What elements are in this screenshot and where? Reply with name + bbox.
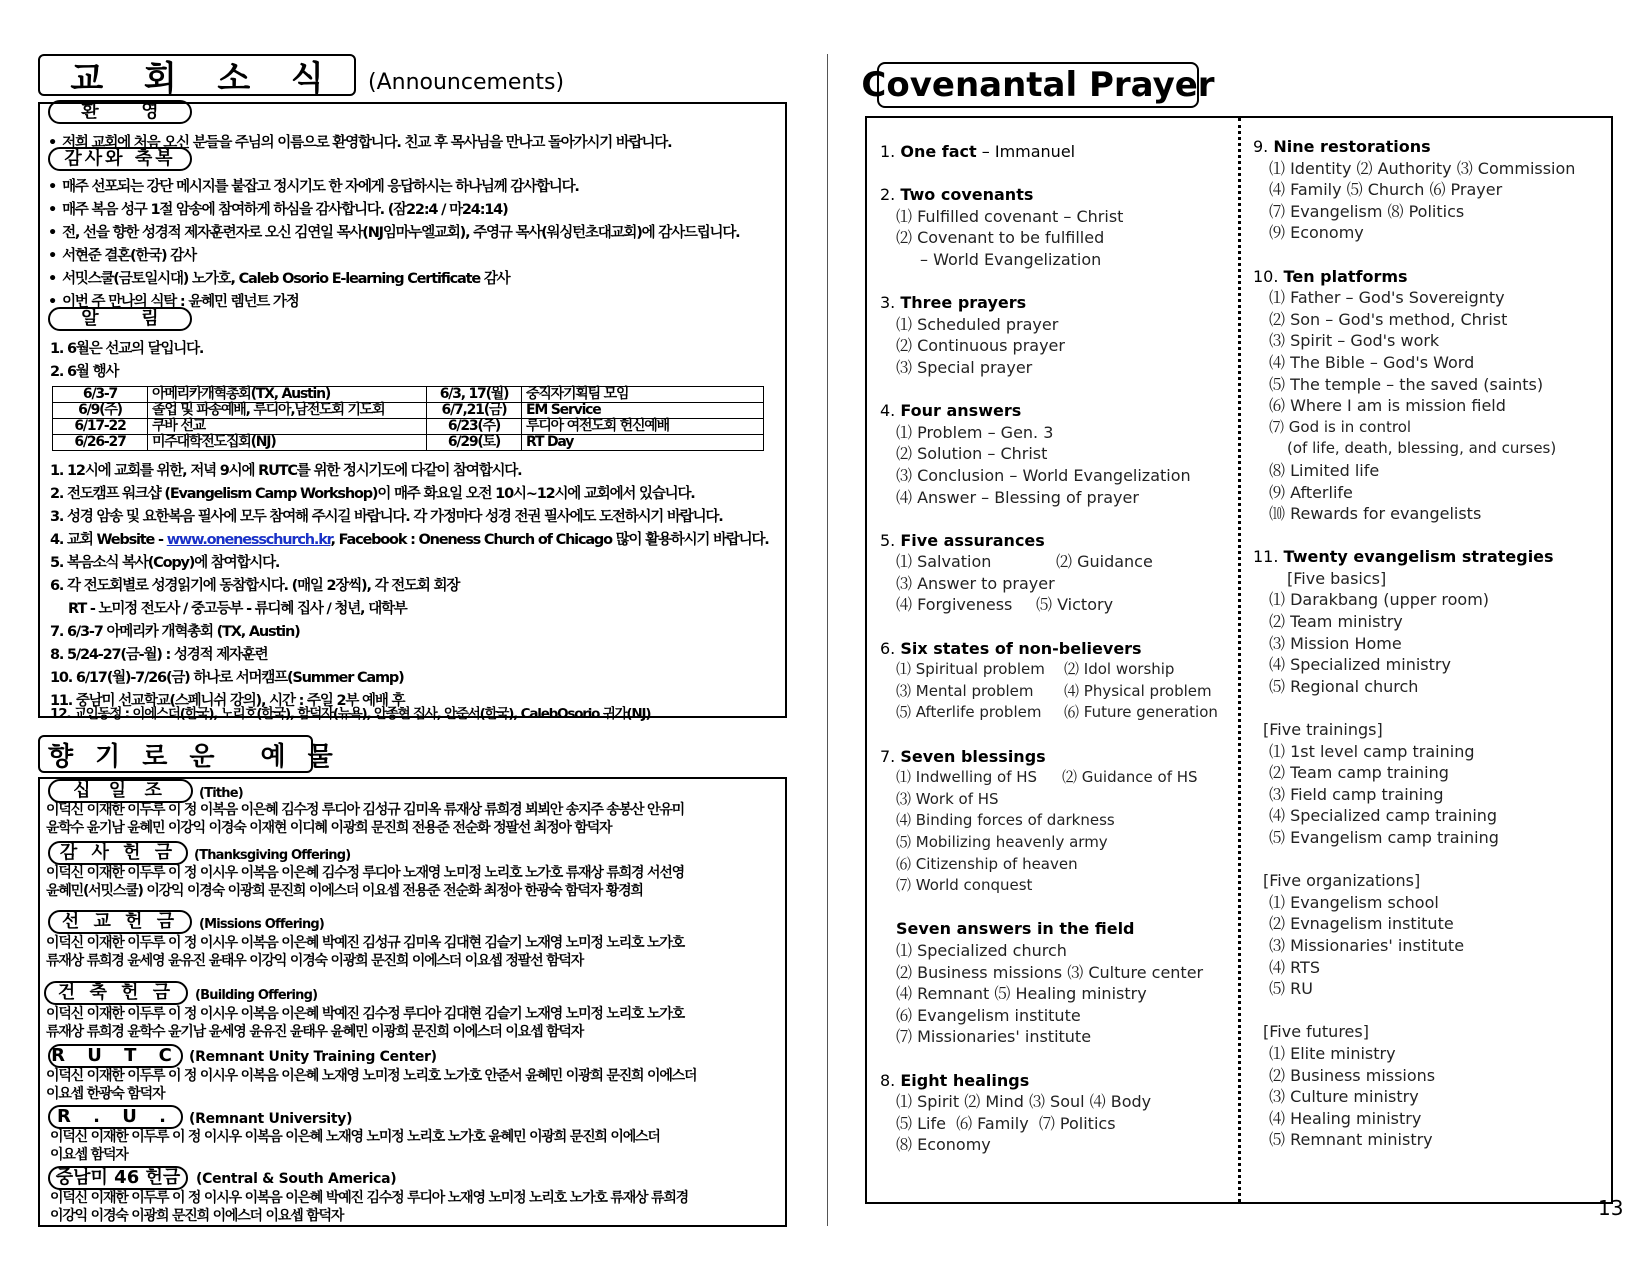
list-item: ⑺ Missionaries' institute [896, 1027, 1092, 1047]
list-item: ⑺ World conquest [896, 876, 1033, 895]
prayer-column-2 [1253, 136, 1575, 1151]
list-item: ⑸ Life ⑹ Family ⑺ Politics [896, 1113, 1116, 1133]
list-item: ⑵ Covenant to be fulfilled [896, 228, 1105, 248]
list-item: ⑴ Father – God's Sovereignty [1269, 288, 1505, 308]
list-item: ⑶ Answer to prayer [896, 573, 1055, 593]
list-item: ⑶ Mission Home [1269, 633, 1402, 653]
notice-line: 2. 전도캠프 워크샵 (Evangelism Camp Workshop)이 매주 화요일 오전 10시~12시에 교회에서 있습니다. [50, 486, 695, 502]
list-item: ⑴ Spirit ⑵ Mind ⑶ Soul ⑷ Body [896, 1092, 1152, 1112]
list-item: ⑵ Business missions ⑶ Culture center [896, 962, 1204, 982]
list-item: ⑴ Problem – Gen. 3 [896, 422, 1054, 442]
list-item: ⑸ The temple – the saved (saints) [1269, 374, 1544, 394]
list-item: ⑴ Evangelism school [1269, 892, 1439, 912]
offering-note: (Thanksgiving Offering) [194, 848, 351, 863]
list-item: ⑻ Economy [896, 1135, 991, 1155]
notice-line: RT - 노미정 전도사 / 중고등부 - 류디혜 집사 / 청년, 대학부 [68, 601, 407, 617]
list-item: ⑹ Citizenship of heaven [896, 854, 1078, 873]
list-item: ⑵ Continuous prayer [896, 336, 1065, 356]
list-item: ⑴ Salvation ⑵ Guidance [896, 552, 1153, 572]
offering-label-central-south-america: 중남미 46 헌금 [48, 1166, 188, 1190]
table-row: 6/26-27 미주대학전도집회(NJ) 6/29(토) RT Day [53, 435, 764, 451]
offering-label-tithe: 십 일 조 [48, 779, 193, 803]
offering-label-ru: R . U . [48, 1105, 183, 1129]
list-item: ⑶ Culture ministry [1269, 1087, 1419, 1107]
subheading: [Five organizations] [1263, 871, 1421, 891]
thanks-line: • 전, 선을 향한 성경적 제자훈련자로 오신 김연일 목사(NJ임마누엘교회), 주영규 목사(워싱턴초대교회)에 감사드립니다. [48, 221, 739, 242]
list-item: ⑷ Specialized camp training [1269, 806, 1498, 826]
offering-names: 이덕신 이재한 이두루 이 정 이시우 이복음 이은혜 노재영 노미정 노리호 노가호 윤혜민 이광희 문진희 이에스더 이요셉 함덕자 [50, 1129, 660, 1163]
list-item: ⑸ Afterlife problem ⑹ Future generation [896, 703, 1218, 722]
list-item: ⑶ Work of HS [896, 789, 999, 808]
list-item: ⑷ Answer – Blessing of prayer [896, 487, 1139, 507]
offering-label-thanksgiving: 감 사 헌 금 [48, 841, 188, 865]
notice-line: 5. 복음소식 복사(Copy)에 참여합시다. [50, 555, 280, 571]
thanks-line: • 매주 복음 성구 1절 암송에 참여하게 하심을 감사합니다. (잠22:4 / 마24:14) [48, 198, 508, 219]
section-one-fact: 1. One fact – Immanuel [880, 142, 1076, 161]
notice-line: 11. 중남미 선교학교(스페니쉬 강의), 시간 : 주일 2부 예배 후 [50, 693, 405, 709]
section-two-covenants: 2. Two covenants [880, 185, 1034, 205]
section-nine-restorations: 9. Nine restorations [1253, 137, 1431, 156]
offering-names: 이덕신 이재한 이두루 이 정 이복음 이은혜 김수정 루디아 김성규 김미옥 류재상 류희경 뵈뵈안 송지주 송봉산 안유미 윤학수 윤기남 윤혜민 이강익 이경숙 이재현 이디혜 이광희 문진희 전용준 전순화 정팔선 최정아 함덕자 [46, 802, 685, 836]
list-item: ⑸ Regional church [1269, 676, 1419, 696]
list-item: ⑴ Elite ministry [1269, 1043, 1396, 1063]
table-row: 6/3-7 아메리카개혁총회(TX, Austin) 6/3, 17(월) 중직자기획팀 모임 [53, 387, 764, 403]
section-four-answers: 4. Four answers [880, 401, 1022, 421]
offering-note: (Central & South America) [196, 1171, 397, 1187]
list-item: ⑷ Binding forces of darkness [896, 811, 1115, 830]
announcements-subtitle: (Announcements) [368, 70, 565, 95]
offerings-title: 향 기 로 운 예 물 [38, 735, 313, 773]
table-row: 6/9(주) 졸업 및 파송예배, 루디아,남전도회 기도회 6/7,21(금) EM Service [53, 403, 764, 419]
notice-line: 1. 6월은 선교의 달입니다. [50, 341, 204, 357]
notice-line: 2. 6월 행사 [50, 364, 119, 380]
list-item: ⑼ Economy [1269, 223, 1364, 243]
welcome-line: • 저희 교회에 처음 오신 분들을 주님의 이름으로 환영합니다. 친교 후 목사님을 만나고 돌아가시기 바랍니다. [48, 131, 671, 152]
page-divider [827, 54, 828, 1226]
notice-line: 6. 각 전도회별로 성경읽기에 동참합시다. (매일 2장씩), 각 전도회 회장 [50, 578, 460, 594]
list-item: ⑶ Field camp training [1269, 784, 1444, 804]
table-row: 6/17-22 쿠바 선교 6/23(주) 루디아 여전도회 헌신예배 [53, 419, 764, 435]
list-item: ⑵ Team ministry [1269, 612, 1403, 632]
list-item: ⑴ Scheduled prayer [896, 314, 1059, 334]
list-item: ⑷ Remnant ⑸ Healing ministry [896, 984, 1147, 1004]
list-item: ⑺ God is in control [1269, 417, 1412, 436]
list-item: ⑷ Healing ministry [1269, 1108, 1422, 1128]
thanks-line: • 이번 주 만나의 식탁 : 윤혜민 렘넌트 가정 [48, 290, 299, 311]
offering-note: (Missions Offering) [199, 917, 325, 932]
list-item: ⑶ Conclusion – World Evangelization [896, 465, 1191, 485]
title-char: 식 [290, 58, 324, 99]
offering-names: 이덕신 이재한 이두루 이 정 이시우 이복음 이은혜 박예진 김수정 루디아 김대현 김슬기 노재영 노미정 노리호 노가호 류재상 류희경 윤학수 윤기남 윤세영 윤유진 윤태우 윤혜민 이광희 문진희 이에스더 이요셉 함덕자 [46, 1006, 685, 1040]
list-item: ⑺ Evangelism ⑻ Politics [1269, 201, 1465, 221]
notice-line: 8. 5/24-27(금-월) : 성경적 제자훈련 [50, 647, 268, 663]
subheading: [Five futures] [1263, 1022, 1369, 1042]
list-item: (of life, death, blessing, and curses) [1287, 439, 1557, 458]
thanks-line: • 서밋스쿨(금토일시대) 노가호, Caleb Osorio E-learning Certificate 감사 [48, 267, 509, 288]
list-item: – World Evangelization [920, 249, 1102, 269]
notice-line: 12. 교인동정 : 이에스더(한국), 노리호(한국), 함덕자(뉴욕), 안종현 집사, 안준서(한국), CalebOsorio 귀가(NJ) [50, 706, 651, 722]
section-ten-platforms: 10. Ten platforms [1253, 266, 1408, 286]
thanks-line: • 서현준 결혼(한국) 감사 [48, 244, 196, 265]
offering-names: 이덕신 이재한 이두루 이 정 이시우 이복음 이은혜 박예진 김성규 김미옥 김대현 김슬기 노재영 노미정 노리호 노가호 류재상 류희경 윤세영 윤유진 윤태우 이강익 이경숙 이광희 문진희 이에스더 이요셉 정팔선 함덕자 [46, 935, 685, 969]
prayer-column-1 [880, 141, 1218, 1156]
offering-note: (Remnant University) [189, 1111, 353, 1127]
list-item: ⑵ Evnagelism institute [1269, 914, 1454, 934]
list-item: ⑸ Remnant ministry [1269, 1130, 1433, 1150]
list-item: ⑻ Limited life [1269, 460, 1380, 480]
section-twenty-strategies: 11. Twenty evangelism strategies [1253, 547, 1554, 567]
list-item: ⑴ Fulfilled covenant – Christ [896, 206, 1124, 226]
offering-note: (Remnant Unity Training Center) [189, 1049, 437, 1065]
offering-label-building: 건 축 헌 금 [44, 981, 188, 1005]
section-eight-healings: 8. Eight healings [880, 1070, 1030, 1090]
notice-line: 3. 성경 암송 및 요한복음 필사에 모두 참여해 주시길 바랍니다. 각 가정마다 성경 전권 필사에도 도전하시기 바랍니다. [50, 509, 723, 525]
list-item: ⑴ Darakbang (upper room) [1269, 590, 1490, 610]
notice-line: 10. 6/17(월)-7/26(금) 하나로 서머캠프(Summer Camp) [50, 670, 404, 686]
offering-label-rutc: R U T C [48, 1044, 183, 1068]
section-six-states: 6. Six states of non-believers [880, 638, 1142, 658]
notice-line-website: 4. 교회 Website - www.onenesschurch.kr, Facebook : Oneness Church of Chicago 많이 활용하시기 바랍니다. [50, 532, 769, 548]
list-item: ⑴ Indwelling of HS ⑵ Guidance of HS [896, 768, 1198, 787]
list-item: ⑵ Son – God's method, Christ [1269, 309, 1508, 329]
list-item: ⑶ Spirit – God's work [1269, 331, 1440, 351]
notice-label: 알 림 [48, 307, 192, 331]
list-item: ⑴ 1st level camp training [1269, 741, 1475, 761]
list-item: ⑸ Mobilizing heavenly army [896, 833, 1108, 851]
announcements-title [38, 54, 356, 99]
list-item: ⑴ Spiritual problem ⑵ Idol worship [896, 660, 1175, 679]
events-table [52, 386, 764, 451]
notice-line: 7. 6/3-7 아메리카 개혁총회 (TX, Austin) [50, 624, 300, 640]
title-char: 소 [217, 58, 251, 99]
title-char: 회 [143, 58, 177, 99]
list-item: ⑹ Evangelism institute [896, 1005, 1081, 1025]
list-item: ⑷ The Bible – God's Word [1269, 352, 1475, 372]
section-five-assurances: 5. Five assurances [880, 530, 1045, 550]
list-item: ⑽ Rewards for evangelists [1269, 504, 1482, 524]
offering-names: 이덕신 이재한 이두루 이 정 이시우 이복음 이은혜 김수정 루디아 노재영 노미정 노리호 노가호 류재상 류희경 서선영 윤혜민(서밋스쿨) 이강익 이경숙 이광희 문진희 이에스더 이요셉 전용준 전순화 최정아 한광숙 함덕자 황경희 [46, 865, 685, 899]
list-item: ⑶ Missionaries' institute [1269, 935, 1465, 955]
list-item: ⑷ Family ⑸ Church ⑹ Prayer [1269, 180, 1503, 200]
list-item: ⑴ Identity ⑵ Authority ⑶ Commission [1269, 158, 1576, 178]
thanks-label: 감사와 축복 [48, 147, 192, 171]
subheading: [Five trainings] [1263, 720, 1383, 740]
list-item: ⑷ RTS [1269, 957, 1320, 977]
covenantal-prayer-title: Covenantal Prayer [877, 62, 1199, 108]
offering-names: 이덕신 이재한 이두루 이 정 이시우 이복음 이은혜 노재영 노미정 노리호 노가호 안준서 윤혜민 이광희 문진희 이에스더 이요셉 한광숙 함덕자 [46, 1068, 697, 1102]
column-divider [1238, 118, 1241, 1202]
list-item: ⑵ Solution – Christ [896, 444, 1048, 464]
list-item: ⑷ Forgiveness ⑸ Victory [896, 595, 1114, 615]
section-seven-blessings: 7. Seven blessings [880, 746, 1046, 766]
offering-note: (Building Offering) [195, 988, 318, 1003]
notice-line: 1. 12시에 교회를 위한, 저녁 9시에 RUTC를 위한 정시기도에 다같이 참여합시다. [50, 463, 522, 479]
list-item: ⑶ Mental problem ⑷ Physical problem [896, 681, 1212, 700]
welcome-label: 환 영 [48, 100, 192, 124]
list-item: ⑸ RU [1269, 979, 1313, 999]
page-number: 13 [1598, 1196, 1624, 1220]
list-item: ⑹ Where I am is mission field [1269, 396, 1506, 416]
offering-note: (Tithe) [199, 786, 243, 801]
list-item: ⑵ Team camp training [1269, 763, 1449, 783]
offering-label-missions: 선 교 헌 금 [48, 910, 192, 934]
list-item: ⑼ Afterlife [1269, 482, 1353, 502]
website-link[interactable]: www.onenesschurch.kr [166, 532, 331, 548]
subheading: [Five basics] [1287, 568, 1387, 588]
section-three-prayers: 3. Three prayers [880, 293, 1027, 313]
list-item: ⑷ Specialized ministry [1269, 655, 1451, 675]
section-seven-answers: Seven answers in the field [896, 919, 1135, 939]
title-char: 교 [70, 58, 104, 99]
offering-names: 이덕신 이재한 이두루 이 정 이시우 이복음 이은혜 박예진 김수정 루디아 노재영 노미정 노리호 노가호 류재상 류희경 이강익 이경숙 이광희 문진희 이에스더 이요셉 함덕자 [50, 1190, 689, 1224]
list-item: ⑵ Business missions [1269, 1065, 1436, 1085]
list-item: ⑸ Evangelism camp training [1269, 828, 1499, 847]
thanks-line: • 매주 선포되는 강단 메시지를 붙잡고 정시기도 한 자에게 응답하시는 하나님께 감사합니다. [48, 175, 579, 196]
list-item: ⑶ Special prayer [896, 357, 1033, 377]
list-item: ⑴ Specialized church [896, 940, 1067, 960]
